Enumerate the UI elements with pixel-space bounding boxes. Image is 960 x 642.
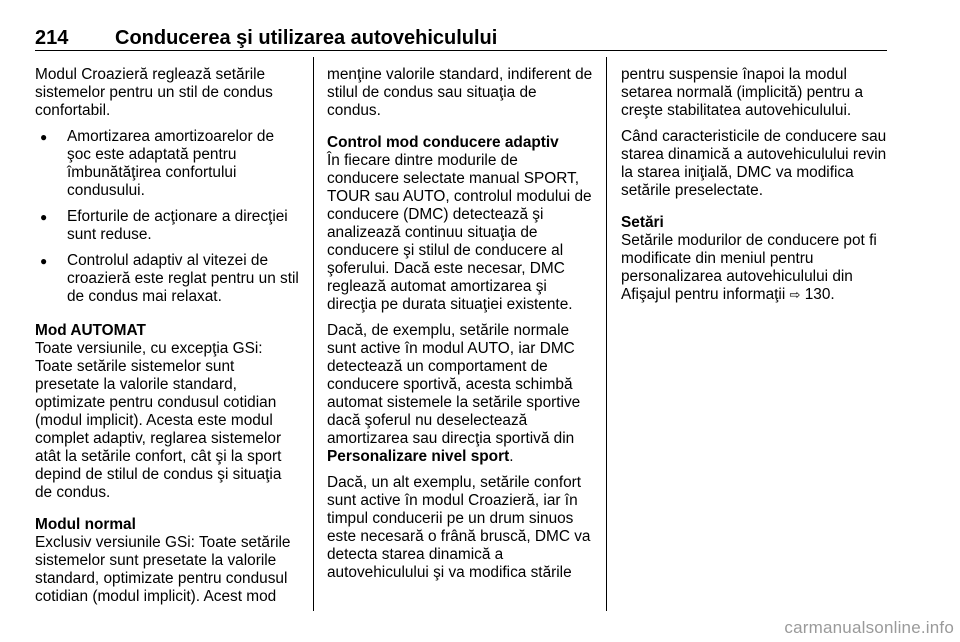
settings-paragraph	[621, 232, 889, 305]
page-header	[35, 28, 887, 51]
chapter-title: Conducerea şi utilizarea autovehiculului	[115, 27, 498, 49]
page-number: 214	[35, 27, 69, 49]
continuation-paragraph: pentru suspensie înapoi la modul setarea normală (implicită) pentru a creşte stabilitatea autovehiculului.	[621, 66, 864, 119]
column-1	[35, 66, 300, 614]
column-divider-1	[313, 57, 314, 611]
list-item: ● Eforturile de acţionare a direcţiei sunt reduse.	[35, 208, 300, 244]
page-reference-arrow-icon: ⇨	[789, 288, 801, 303]
automat-paragraph: Toate versiunile, cu excepţia GSi: Toate setările sistemelor sunt presetate la valorile standard, optimizate pentru condusul cotidian (modul implicit). Acesta este modul complet adaptiv, reglarea sistemelor atât la setările confort, cât şi la sport depind de stilul de condus şi situaţia de condus.	[35, 340, 282, 501]
continuation-paragraph: menţine valorile standard, indiferent de stilul de condus sau situaţia de condus.	[327, 66, 593, 119]
personalization-link: Personalizare nivel sport	[327, 448, 510, 465]
example1-end: .	[509, 448, 514, 465]
adaptive-paragraph: În fiecare dintre modurile de conducere selectate manual SPORT, TOUR sau AUTO, controlul modului de conducere (DMC) detectează şi analizează continuu situaţia de conducere şi stilul de conducere al şoferului. Dacă este necesar, DMC reglează automat amortizarea şi direcţia pe durata situaţiei existente.	[327, 152, 592, 313]
column-3	[621, 66, 889, 313]
column-divider-2	[606, 57, 607, 611]
watermark: carmanualsonline.info	[784, 618, 954, 637]
settings-heading: Setări	[621, 214, 664, 231]
example2-paragraph: Dacă, un alt exemplu, setările confort sunt active în modul Croazieră, iar în timpul conducerii pe un drum sinuos este necesară o frână bruscă, DMC va detecta starea dinamică a autovehiculului şi va modifica stările	[327, 474, 591, 581]
page-reference-number: 130.	[804, 286, 835, 303]
column-2	[327, 66, 593, 590]
normal-paragraph: Exclusiv versiunile GSi: Toate setările sistemelor sunt presetate la valorile standard, optimizate pentru condusul cotidian (modul implicit). Acest mod	[35, 534, 291, 605]
intro-paragraph: Modul Croazieră reglează setările sistemelor pentru un stil de condus confortabil.	[35, 66, 273, 119]
feature-list	[35, 128, 300, 306]
revert-paragraph: Când caracteristicile de conducere sau starea dinamică a autovehiculului revin la starea iniţială, DMC va modifica setările preselectate.	[621, 128, 887, 199]
automat-heading: Mod AUTOMAT	[35, 322, 146, 339]
adaptive-heading: Control mod conducere adaptiv	[327, 134, 559, 151]
list-item: ● Amortizarea amortizoarelor de şoc este adaptată pentru îmbunătăţirea confortului condusului.	[35, 128, 300, 200]
list-item: ● Controlul adaptiv al vitezei de croazieră este reglat pentru un stil de condus mai relaxat.	[35, 252, 300, 306]
normal-heading: Modul normal	[35, 516, 136, 533]
example1-text: Dacă, de exemplu, setările normale sunt active în modul AUTO, iar DMC detectează un comportament de conducere sportivă, acesta schimbă automat sistemele la setările sportive dacă şoferul nu deselectează amortizarea sau direcţia sportivă din	[327, 322, 581, 447]
example1-paragraph	[327, 322, 593, 466]
settings-text: Setările modurilor de conducere pot fi modificate din meniul pentru personalizarea autovehiculului din Afişajul pentru informaţii	[621, 232, 877, 303]
